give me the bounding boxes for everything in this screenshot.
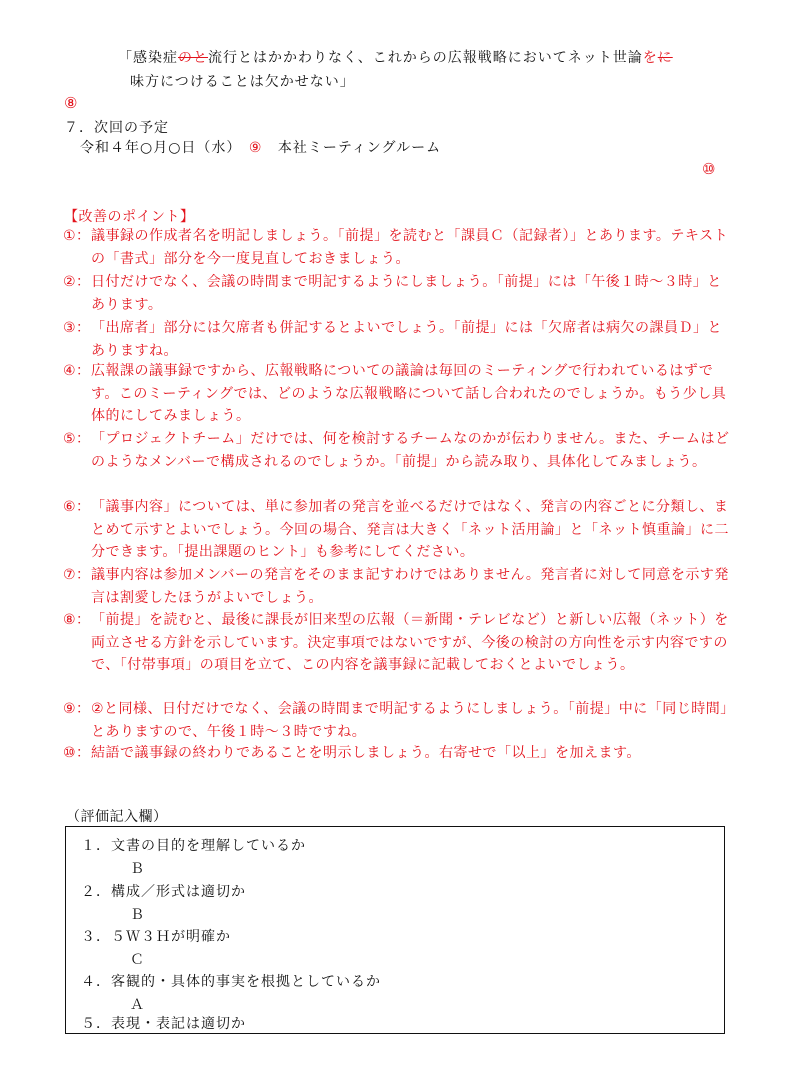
point-number: ⑦：: [63, 567, 91, 583]
improvement-point: [63, 496, 733, 564]
eval-item-label: ３．５Ｗ３Ｈが明確か: [81, 929, 231, 945]
point-text: 「議事内容」については、単に参加者の発言を並べるだけではなく、発言の内容ごとに分類し、まとめて示すとよいでしょう。今回の場合、発言は大きく「ネット活用論」と「ネット慎重論」に二分できます。「提出課題のヒント」も参考にしてください。: [91, 499, 729, 560]
eval-item-label: ４．客観的・具体的事実を根拠としているか: [81, 974, 381, 990]
next-meeting-date: 令和４年○月○日（水）: [80, 140, 242, 156]
point-text: 広報課の議事録ですから、広報戦略についての議論は毎回のミーティングで行われているはずです。このミーティングでは、どのような広報戦略について話し合われたのでしょうか。もう少し具体的にしてみましょう。: [91, 363, 727, 424]
point-number: ①：: [63, 228, 91, 244]
next-meeting-heading: ７．次回の予定: [64, 120, 169, 136]
eval-item-grade: Ｂ: [130, 907, 145, 923]
next-meeting-place: 本社ミーティングルーム: [277, 140, 442, 156]
point-text: 議事内容は参加メンバーの発言をそのまま記すわけではありません。発言者に対して同意を示す発言は割愛したほうがよいでしょう。: [91, 567, 729, 606]
improvement-point: [63, 225, 733, 270]
point-number: ②：: [63, 274, 91, 290]
quote-middle: 流行とはかかわりなく、これからの広報戦略においてネット世論: [208, 50, 643, 66]
improvement-point: [63, 742, 733, 765]
point-number: ⑩：: [63, 745, 91, 761]
eval-item-grade: Ｃ: [130, 952, 145, 968]
improvement-point: [63, 271, 733, 316]
point-text: 日付だけでなく、会議の時間まで明記するようにしましょう。「前提」には「午後１時〜３時」とあります。: [91, 274, 722, 313]
quote-deleted-ni: に: [657, 50, 673, 66]
point-text: ②と同様、日付だけでなく、会議の時間まで明記するようにしましょう。「前提」中に「同じ時間」とありますので、午後１時〜３時ですね。: [91, 701, 728, 740]
quote-line-1: [118, 47, 673, 67]
improvement-point: [63, 698, 733, 743]
quote-deleted-to: と: [193, 50, 208, 66]
eval-item-label: １．文書の目的を理解しているか: [81, 838, 306, 854]
point-number: ④：: [63, 363, 91, 379]
point-number: ③：: [63, 320, 91, 336]
point-text: 「プロジェクトチーム」だけでは、何を検討するチームなのかが伝わりません。また、チームはどのようなメンバーで構成されるのでしょうか。「前提」から読み取り、具体化してみましょう。: [91, 431, 730, 470]
improvement-point: [63, 317, 733, 362]
evaluation-box: [65, 826, 725, 1034]
marker-10: ⑩: [702, 160, 717, 178]
point-number: ⑤：: [63, 431, 91, 447]
marker-8: ⑧: [64, 94, 79, 112]
improvement-point: [63, 609, 733, 677]
quote-line-2: 味方につけることは欠かせない」: [130, 74, 355, 90]
quote-open: 「感染症: [118, 50, 178, 66]
marker-9: ⑨: [248, 140, 263, 156]
eval-item-label: ２．構成／形式は適切か: [81, 884, 246, 900]
point-number: ⑨：: [63, 701, 91, 717]
eval-item-label: ５．表現・表記は適切か: [81, 1016, 246, 1032]
next-meeting-line: [80, 137, 441, 157]
point-text: 結語で議事録の終わりであることを明示しましょう。右寄せで「以上」を加えます。: [91, 745, 641, 761]
point-number: ⑥：: [63, 499, 91, 515]
quote-inserted-wo: を: [642, 50, 658, 66]
evaluation-heading: （評価記入欄）: [66, 809, 168, 825]
improvement-point: [63, 360, 733, 428]
improvement-point: [63, 428, 733, 473]
point-text: 「出席者」部分には欠席者も併記するとよいでしょう。「前提」には「欠席者は病欠の課員Ｄ」とありますね。: [91, 320, 722, 359]
point-number: ⑧：: [63, 612, 91, 628]
eval-item-grade: Ｂ: [130, 861, 145, 877]
improvement-heading: 【改善のポイント】: [64, 209, 195, 225]
improvement-point: [63, 564, 733, 609]
eval-item-grade: Ａ: [130, 997, 145, 1013]
quote-deleted-no: の: [178, 50, 193, 66]
point-text: 議事録の作成者名を明記しましょう。「前提」を読むと「課員Ｃ（記録者）」とあります。テキストの「書式」部分を今一度見直しておきましょう。: [91, 228, 729, 267]
point-text: 「前提」を読むと、最後に課長が旧来型の広報（＝新聞・テレビなど）と新しい広報（ネット）を両立させる方針を示しています。決定事項ではないですが、今後の検討の方向性を示す内容ですので、「付帯事項」の項目を立て、この内容を議事録に記載しておくとよいでしょう。: [91, 612, 729, 673]
